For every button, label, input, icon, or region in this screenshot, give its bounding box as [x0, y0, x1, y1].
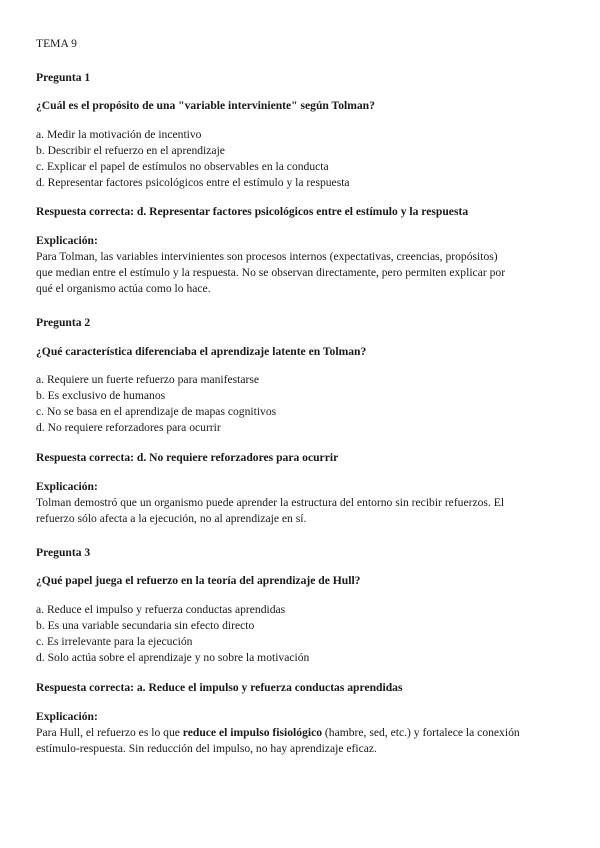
question-2-heading: Pregunta 2 — [36, 316, 91, 329]
question-2-option-d: d. No requiere reforzadores para ocurrir — [36, 421, 221, 434]
question-3-explanation-line-2: estímulo-respuesta. Sin reducción del impulso, no hay aprendizaje eficaz. — [36, 742, 377, 755]
question-2-explanation-line-1: Tolman demostró que un organismo puede aprender la estructura del entorno sin recibir refuerzos. El — [36, 496, 505, 509]
question-1-option-b: b. Describir el refuerzo en el aprendizaje — [36, 144, 225, 157]
question-3-option-c: c. Es irrelevante para la ejecución — [36, 635, 193, 648]
question-2-option-a: a. Requiere un fuerte refuerzo para manifestarse — [36, 373, 260, 386]
question-2-explanation-line-2: refuerzo sólo afecta a la ejecución, no al aprendizaje en sí. — [36, 512, 307, 525]
question-3-answer: Respuesta correcta: a. Reduce el impulso y refuerza conductas aprendidas — [36, 681, 403, 694]
question-3-text: ¿Qué papel juega el refuerzo en la teoría del aprendizaje de Hull? — [36, 574, 361, 587]
question-1-option-a: a. Medir la motivación de incentivo — [36, 128, 202, 141]
question-2-explanation-label: Explicación: — [36, 480, 98, 493]
explanation-text: Para Hull, el refuerzo es lo que — [36, 726, 183, 739]
question-3-option-b: b. Es una variable secundaria sin efecto directo — [36, 619, 255, 632]
document-title: TEMA 9 — [36, 37, 77, 50]
question-1-explanation-line-3: qué el organismo actúa como lo hace. — [36, 282, 211, 295]
question-1-option-c: c. Explicar el papel de estímulos no observables en la conducta — [36, 160, 329, 173]
question-1-explanation-line-2: que median entre el estímulo y la respuesta. No se observan directamente, pero permiten explicar por — [36, 266, 506, 279]
question-2-option-c: c. No se basa en el aprendizaje de mapas cognitivos — [36, 405, 277, 418]
question-2-answer: Respuesta correcta: d. No requiere reforzadores para ocurrir — [36, 451, 339, 464]
explanation-text: (hambre, sed, etc.) y fortalece la conexión — [322, 726, 520, 739]
question-1-explanation-line-1: Para Tolman, las variables intervinientes son procesos internos (expectativas, creencias, propósitos) — [36, 250, 498, 263]
question-3-explanation-line-1 — [36, 725, 570, 741]
question-1-heading: Pregunta 1 — [36, 71, 91, 84]
question-1-answer: Respuesta correcta: d. Representar factores psicológicos entre el estímulo y la respuesta — [36, 205, 469, 218]
question-2-option-b: b. Es exclusivo de humanos — [36, 389, 166, 402]
explanation-emphasis: reduce el impulso fisiológico — [182, 726, 323, 739]
question-1-explanation-label: Explicación: — [36, 234, 98, 247]
question-3-explanation-label: Explicación: — [36, 710, 98, 723]
question-2-text: ¿Qué característica diferenciaba el aprendizaje latente en Tolman? — [36, 345, 367, 358]
question-1-option-d: d. Representar factores psicológicos entre el estímulo y la respuesta — [36, 176, 350, 189]
question-1-text: ¿Cuál es el propósito de una "variable interviniente" según Tolman? — [36, 99, 375, 112]
question-3-option-d: d. Solo actúa sobre el aprendizaje y no sobre la motivación — [36, 651, 310, 664]
question-3-heading: Pregunta 3 — [36, 546, 91, 559]
question-3-option-a: a. Reduce el impulso y refuerza conductas aprendidas — [36, 603, 286, 616]
